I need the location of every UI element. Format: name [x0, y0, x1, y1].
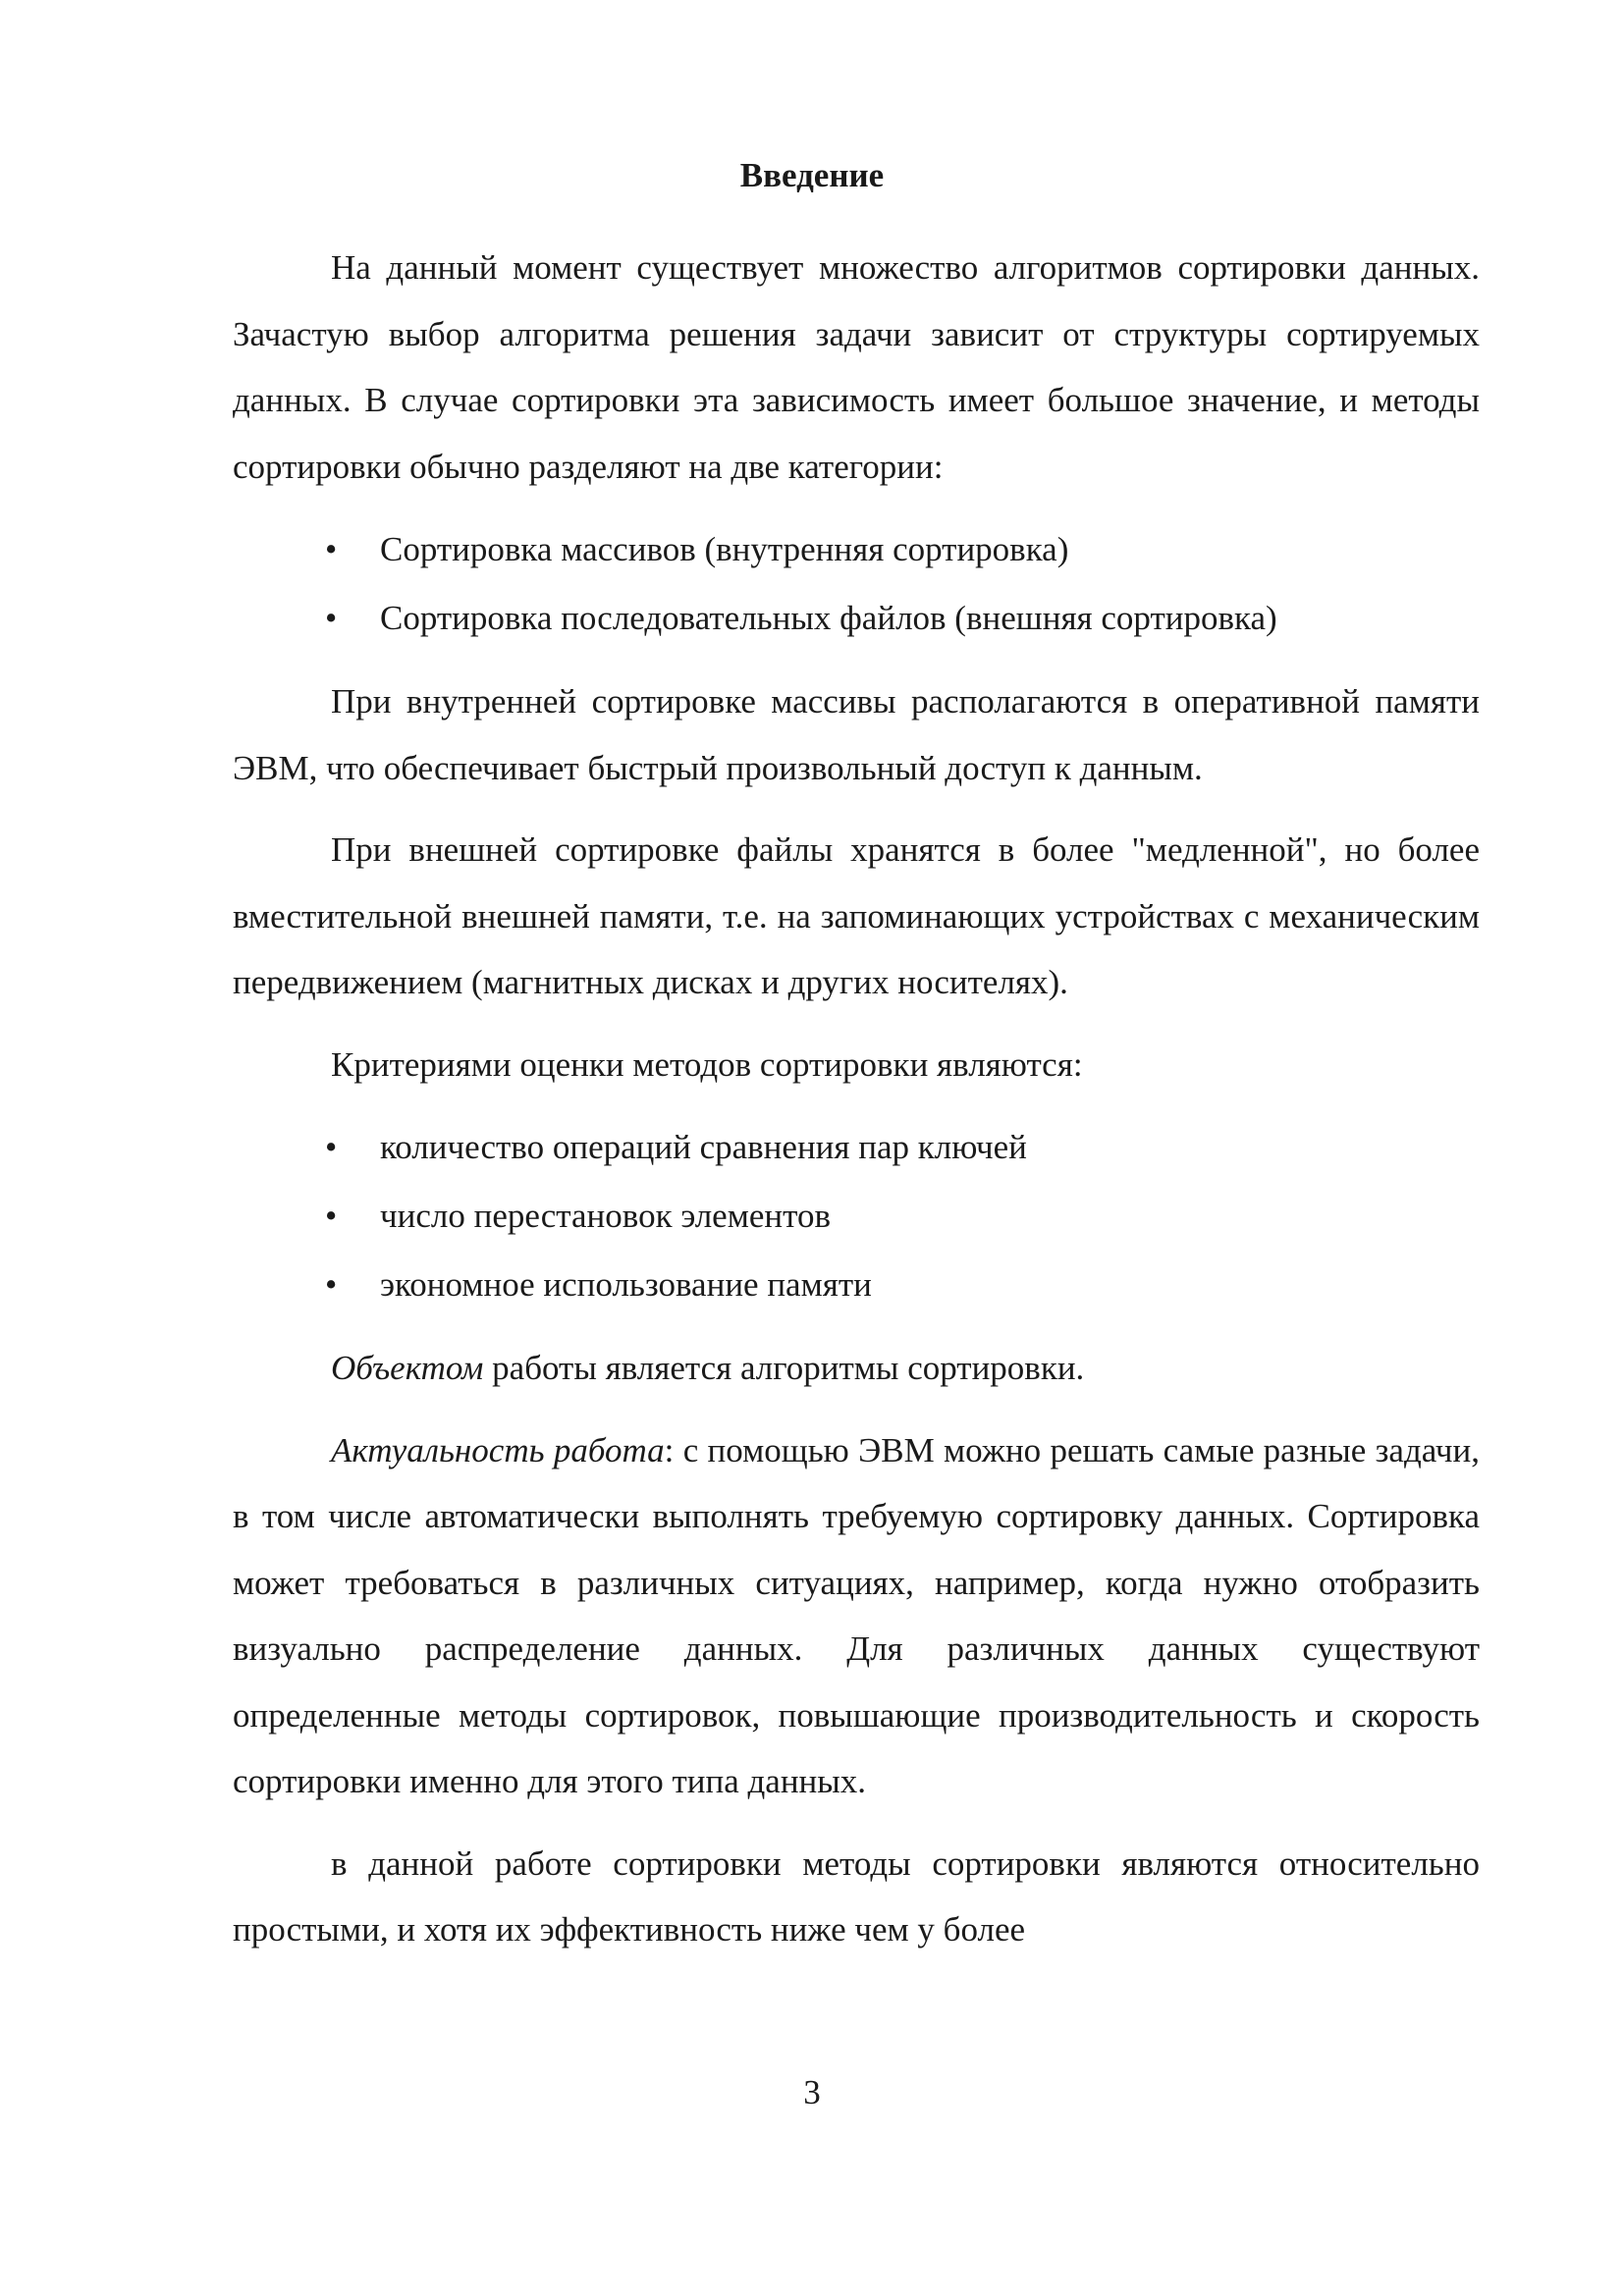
list-item: • Сортировка последовательных файлов (внешняя сортировка) [233, 584, 1480, 653]
intro-paragraph: На данный момент существует множество алгоритмов сортировки данных. Зачастую выбор алгоритма решения задачи зависит от структуры сортируемых данных. В случае сортировки эта зависимость имеет большое значение, и методы сортировки обычно разделяют на две категории: [233, 248, 1480, 486]
object-paragraph [233, 1335, 1480, 1402]
list-item: • экономное использование памяти [233, 1251, 1480, 1319]
list-item: • число перестановок элементов [233, 1182, 1480, 1251]
object-text: работы является алгоритмы сортировки. [483, 1349, 1085, 1387]
body-text [233, 235, 1480, 1963]
list-item: • количество операций сравнения пар ключей [233, 1113, 1480, 1182]
page-number: 3 [803, 2073, 821, 2111]
sort-categories-list [233, 515, 1480, 653]
closing-paragraph: в данной работе сортировки методы сортировки являются относительно простыми, и хотя их эффективность ниже чем у более [233, 1843, 1480, 1949]
object-label: Объектом [331, 1349, 484, 1387]
relevance-paragraph [233, 1417, 1480, 1815]
list-item: • Сортировка массивов (внутренняя сортировка) [233, 515, 1480, 584]
criteria-intro-paragraph: Критериями оценки методов сортировки являются: [331, 1044, 1083, 1084]
relevance-text: : с помощью ЭВМ можно решать самые разные задачи, в том числе автоматически выполнять требуемую сортировку данных. Сортировка может требоваться в различных ситуациях, например, когда нужно отобразить визуально распределение данных. Для различных данных существуют определенные методы сортировок, повышающие производительность и скорость сортировки именно для этого типа данных. [233, 1430, 1480, 1800]
relevance-label: Актуальность работа [331, 1430, 665, 1469]
criteria-list [233, 1113, 1480, 1319]
internal-sort-paragraph: При внутренней сортировке массивы располагаются в оперативной памяти ЭВМ, что обеспечивает быстрый произвольный доступ к данным. [233, 682, 1480, 787]
external-sort-paragraph: При внешней сортировке файлы хранятся в более "медленной", но более вместительной внешней памяти, т.е. на запоминающих устройствах с механическим передвижением (магнитных дисках и других носителях). [233, 830, 1480, 1001]
section-heading: Введение [739, 156, 885, 194]
